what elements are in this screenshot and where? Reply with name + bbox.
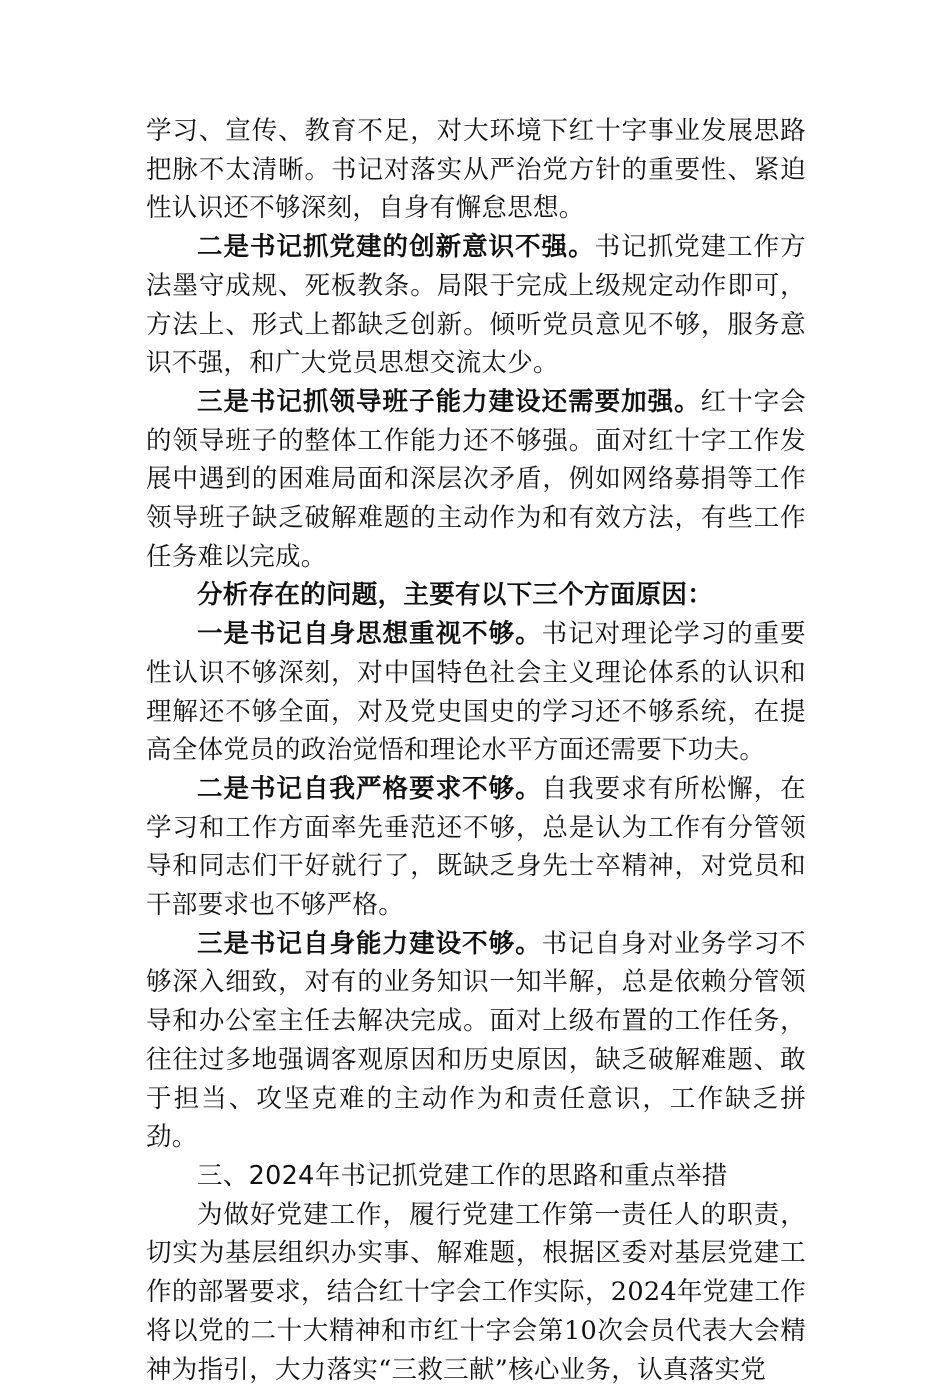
paragraph-lead: 三是书记抓领导班子能力建设还需要加强。 xyxy=(197,386,701,417)
paragraph-reason-three xyxy=(146,925,806,1157)
paragraph-analysis-intro xyxy=(146,576,806,615)
paragraph-text: 学习、宣传、教育不足，对大环境下红十字事业发展思路把脉不太清晰。书记对落实从严治党方针的重要性、紧迫性认识还不够深刻，自身有懈怠思想。 xyxy=(146,116,806,224)
paragraph-text: 自我要求有所松懈，在学习和工作方面率先垂范还不够，总是认为工作有分管领导和同志们干好就行了，既缺乏身先士卒精神，对党员和干部要求也不够严格。 xyxy=(146,773,806,921)
paragraph-lead: 分析存在的问题，主要有以下三个方面原因： xyxy=(197,580,714,611)
document-body xyxy=(146,112,806,1389)
paragraph-text: 红十字会的领导班子的整体工作能力还不够强。面对红十字工作发展中遇到的困难局面和深层次矛盾，例如网络募捐等工作领导班子缺乏破解难题的主动作为和有效方法，有些工作任务难以完成。 xyxy=(146,386,806,572)
paragraph-closing: 为做好党建工作，履行党建工作第一责任人的职责，切实为基层组织办实事、解难题，根据区委对基层党建工作的部署要求，结合红十字会工作实际，2024年党建工作将以党的二十大精神和市红十字会第10次会员代表大会精神为指引，大力落实“三救三献”核心业务，认真落实党 xyxy=(146,1199,806,1385)
paragraph-lead: 二是书记自我严格要求不够。 xyxy=(197,773,542,804)
paragraph-lead: 三是书记自身能力建设不够。 xyxy=(197,928,542,959)
paragraph-continuation xyxy=(146,112,806,228)
paragraph-text: 书记抓党建工作方法墨守成规、死板教条。局限于完成上级规定动作即可，方法上、形式上都缺乏创新。倾听党员意见不够，服务意识不强，和广大党员思想交流太少。 xyxy=(146,232,806,379)
paragraph-lead: 一是书记自身思想重视不够。 xyxy=(197,619,542,650)
paragraph-reason-one xyxy=(146,615,806,770)
paragraph-reason-two xyxy=(146,770,806,925)
paragraph-innovation xyxy=(146,228,806,383)
paragraph-leadership xyxy=(146,383,806,577)
paragraph-lead: 二是书记抓党建的创新意识不强。 xyxy=(197,232,595,263)
paragraph-text: 书记对理论学习的重要性认识不够深刻，对中国特色社会主义理论体系的认识和理解还不够全面，对及党史国史的学习还不够系统，在提高全体党员的政治觉悟和理论水平方面还需要下功夫。 xyxy=(146,619,806,766)
section-heading: 三、2024年书记抓党建工作的思路和重点举措 xyxy=(197,1160,728,1191)
paragraph-text: 书记自身对业务学习不够深入细致，对有的业务知识一知半解，总是依赖分管领导和办公室主任去解决完成。面对上级布置的工作任务，往往过多地强调客观原因和历史原因，缺乏破解难题、敢于担当、攻坚克难的主动作为和责任意识，工作缺乏拼劲。 xyxy=(146,928,806,1153)
